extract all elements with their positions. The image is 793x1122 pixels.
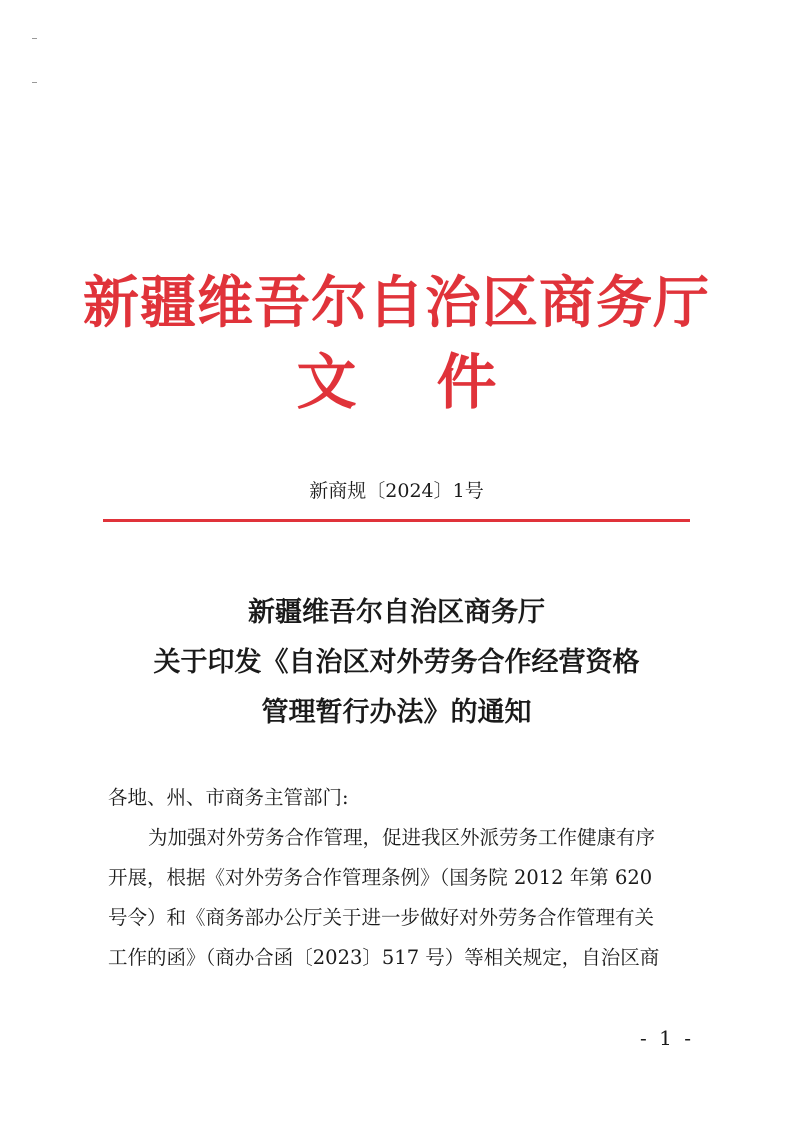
title-line-1: 新疆维吾尔自治区商务厅 [248,597,545,628]
red-divider-line [103,519,690,522]
document-type-header: 文件 [296,348,577,418]
body-line: 为加强对外劳务合作管理，促进我区外派劳务工作健康有序 [148,826,656,849]
body-line: 开展，根据《对外劳务合作管理条例》（国务院 2012 年第 620 [108,866,653,889]
page-number: - 1 - [640,1026,694,1050]
title-line-2: 关于印发《自治区对外劳务合作经营资格 [153,647,640,678]
scan-mark [32,38,37,39]
title-line-3: 管理暂行办法》的通知 [261,697,532,728]
document-title [0,588,793,738]
scan-mark [32,82,37,83]
body-line: 工作的函》（商办合函〔2023〕517 号）等相关规定，自治区商 [108,946,660,969]
body-line: 号令）和《商务部办公厅关于进一步做好对外劳务合作管理有关 [108,906,655,929]
document-body [108,778,698,978]
issuing-organization-header: 新疆维吾尔自治区商务厅 [83,270,710,336]
document-number: 新商规〔2024〕1号 [309,480,484,502]
salutation: 各地、州、市商务主管部门: [108,786,349,809]
